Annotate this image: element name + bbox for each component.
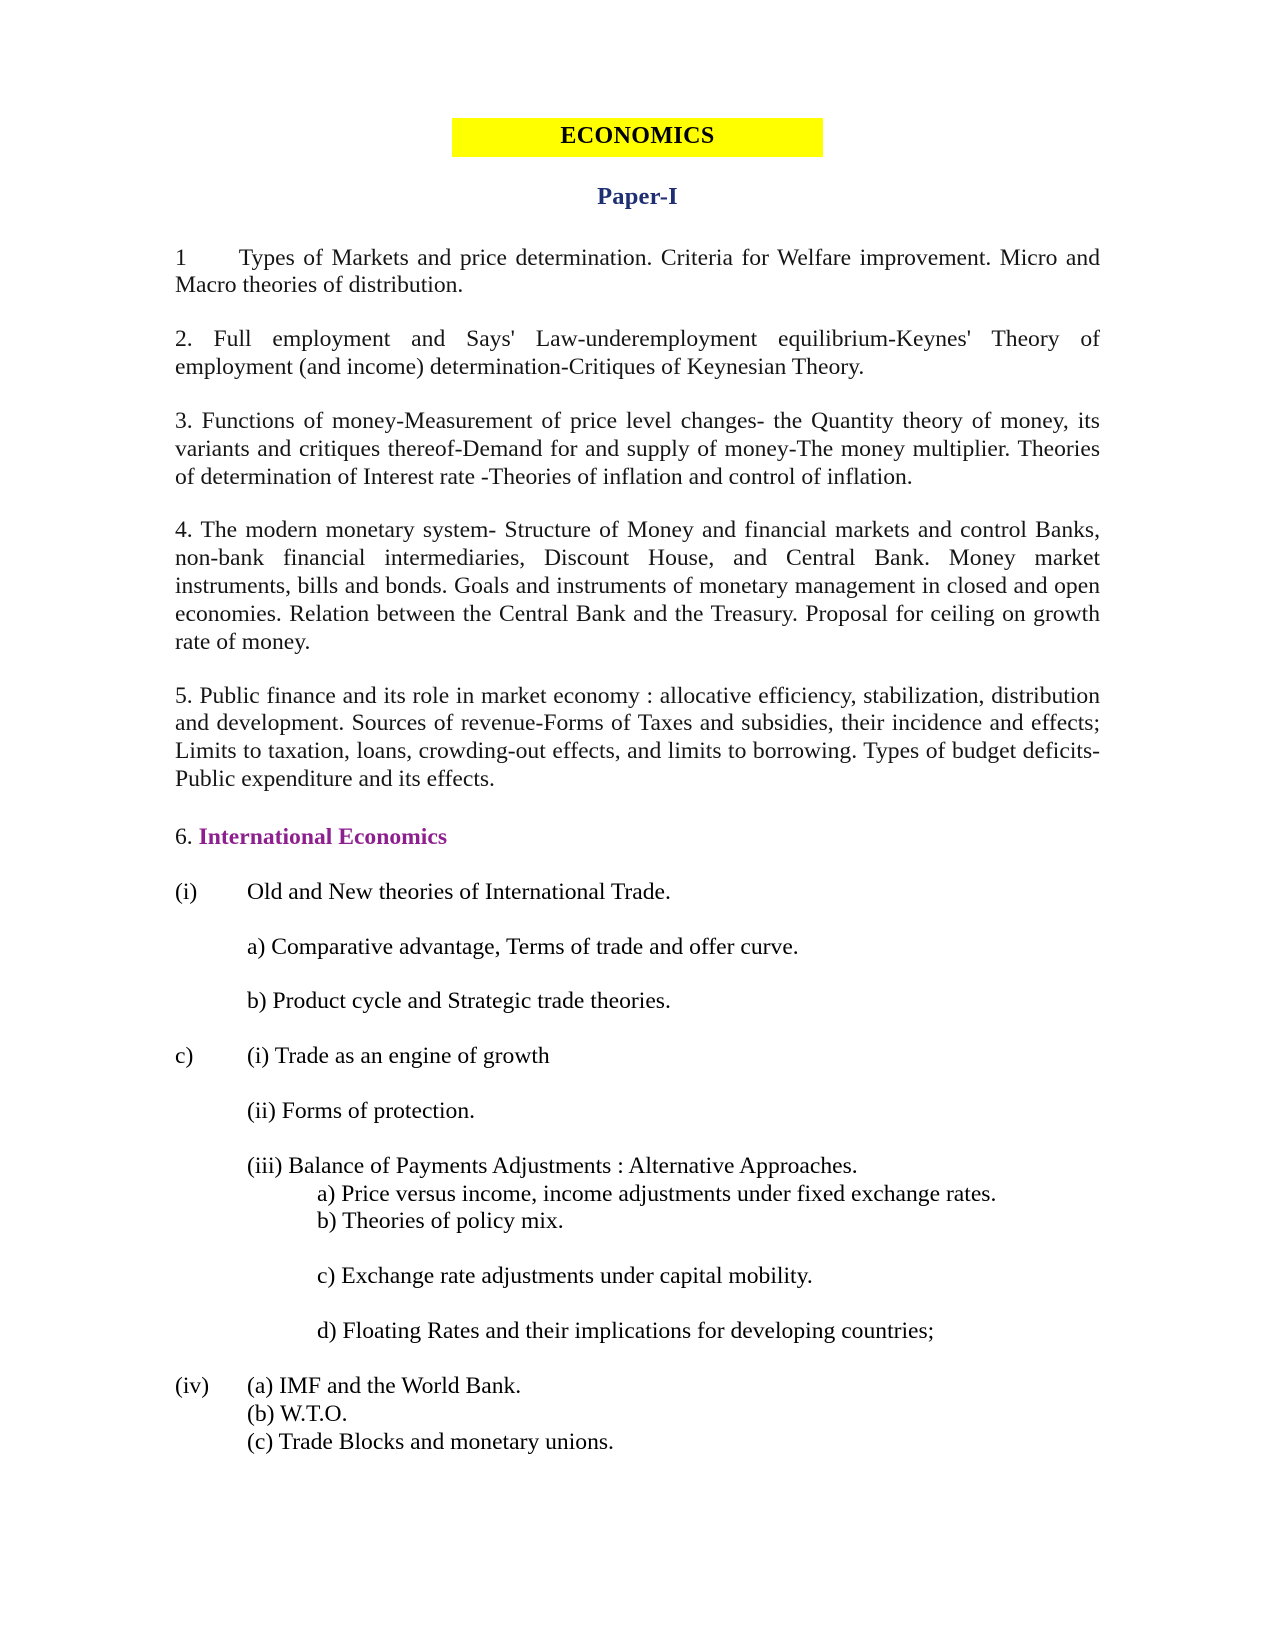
section-6-item-i-marker: (i)	[175, 878, 198, 905]
section-6-item-iv-b: (b) W.T.O.	[247, 1400, 348, 1427]
syllabus-item-4: 4. The modern monetary system- Structure of Money and financial markets and control Banks, non-bank financial intermediaries, Discount House, and Central Bank. Money market instruments, bills and bonds. Goals and instruments of monetary management in closed and open economies. Relation between the Central Bank and the Treasury. Proposal for ceiling on growth rate of money.	[175, 517, 1100, 655]
section-6-item-c-i: (i) Trade as an engine of growth	[247, 1043, 550, 1070]
section-6-item-c-iii-c: c) Exchange rate adjustments under capital mobility.	[317, 1263, 813, 1290]
section-6-item-iv-marker: (iv)	[175, 1372, 210, 1399]
syllabus-item-1	[175, 245, 1100, 301]
syllabus-item-1-number: 1	[175, 244, 187, 271]
page-title: ECONOMICS	[452, 118, 822, 157]
syllabus-item-5: 5. Public finance and its role in market economy : allocative efficiency, stabilization, distribution and development. Sources of revenue-Forms of Taxes and subsidies, their incidence and effects; Limits to taxation, loans, crowding-out effects, and limits to borrowing. Types of budget deficits-Public expenditure and its effects.	[175, 682, 1100, 793]
paper-subtitle: Paper-I	[597, 182, 678, 210]
section-6-item-c-iii-b: b) Theories of policy mix.	[317, 1208, 564, 1235]
section-6-item-c-iii: (iii) Balance of Payments Adjustments : Alternative Approaches.	[247, 1152, 858, 1179]
section-6-item-c-iii-d: d) Floating Rates and their implications for developing countries;	[317, 1318, 935, 1345]
section-6-item-c-ii: (ii) Forms of protection.	[247, 1097, 476, 1124]
section-6-item-c-marker: c)	[175, 1043, 194, 1070]
section-6-item-iv	[175, 1373, 1100, 1401]
section-6-item-i	[175, 879, 1100, 907]
section-6-item-iv-c: (c) Trade Blocks and monetary unions.	[247, 1428, 614, 1455]
section-6-label: International Economics	[198, 823, 448, 850]
section-6-item-iv-a: (a) IMF and the World Bank.	[247, 1372, 522, 1399]
section-6-item-b: b) Product cycle and Strategic trade theories.	[247, 988, 671, 1015]
section-6-item-a: a) Comparative advantage, Terms of trade and offer curve.	[247, 933, 799, 960]
document-title-container	[175, 0, 1100, 157]
syllabus-item-1-text: Types of Markets and price determination. Criteria for Welfare improvement. Micro and Macro theories of distribution.	[175, 244, 1100, 299]
syllabus-item-6-heading	[175, 824, 1100, 852]
section-6-number: 6.	[175, 823, 193, 850]
section-6-item-i-text: Old and New theories of International Trade.	[247, 878, 671, 905]
paper-subtitle-container	[175, 183, 1100, 211]
section-6-item-c-iii-a: a) Price versus income, income adjustments under fixed exchange rates.	[317, 1180, 997, 1207]
syllabus-item-3: 3. Functions of money-Measurement of price level changes- the Quantity theory of money, its variants and critiques thereof-Demand for and supply of money-The money multiplier. Theories of determination of Interest rate -Theories of inflation and control of inflation.	[175, 407, 1100, 490]
section-6-item-c	[175, 1043, 1100, 1071]
syllabus-item-2: 2. Full employment and Says' Law-underemployment equilibrium-Keynes' Theory of employment (and income) determination-Critiques of Keynesian Theory.	[175, 326, 1100, 381]
